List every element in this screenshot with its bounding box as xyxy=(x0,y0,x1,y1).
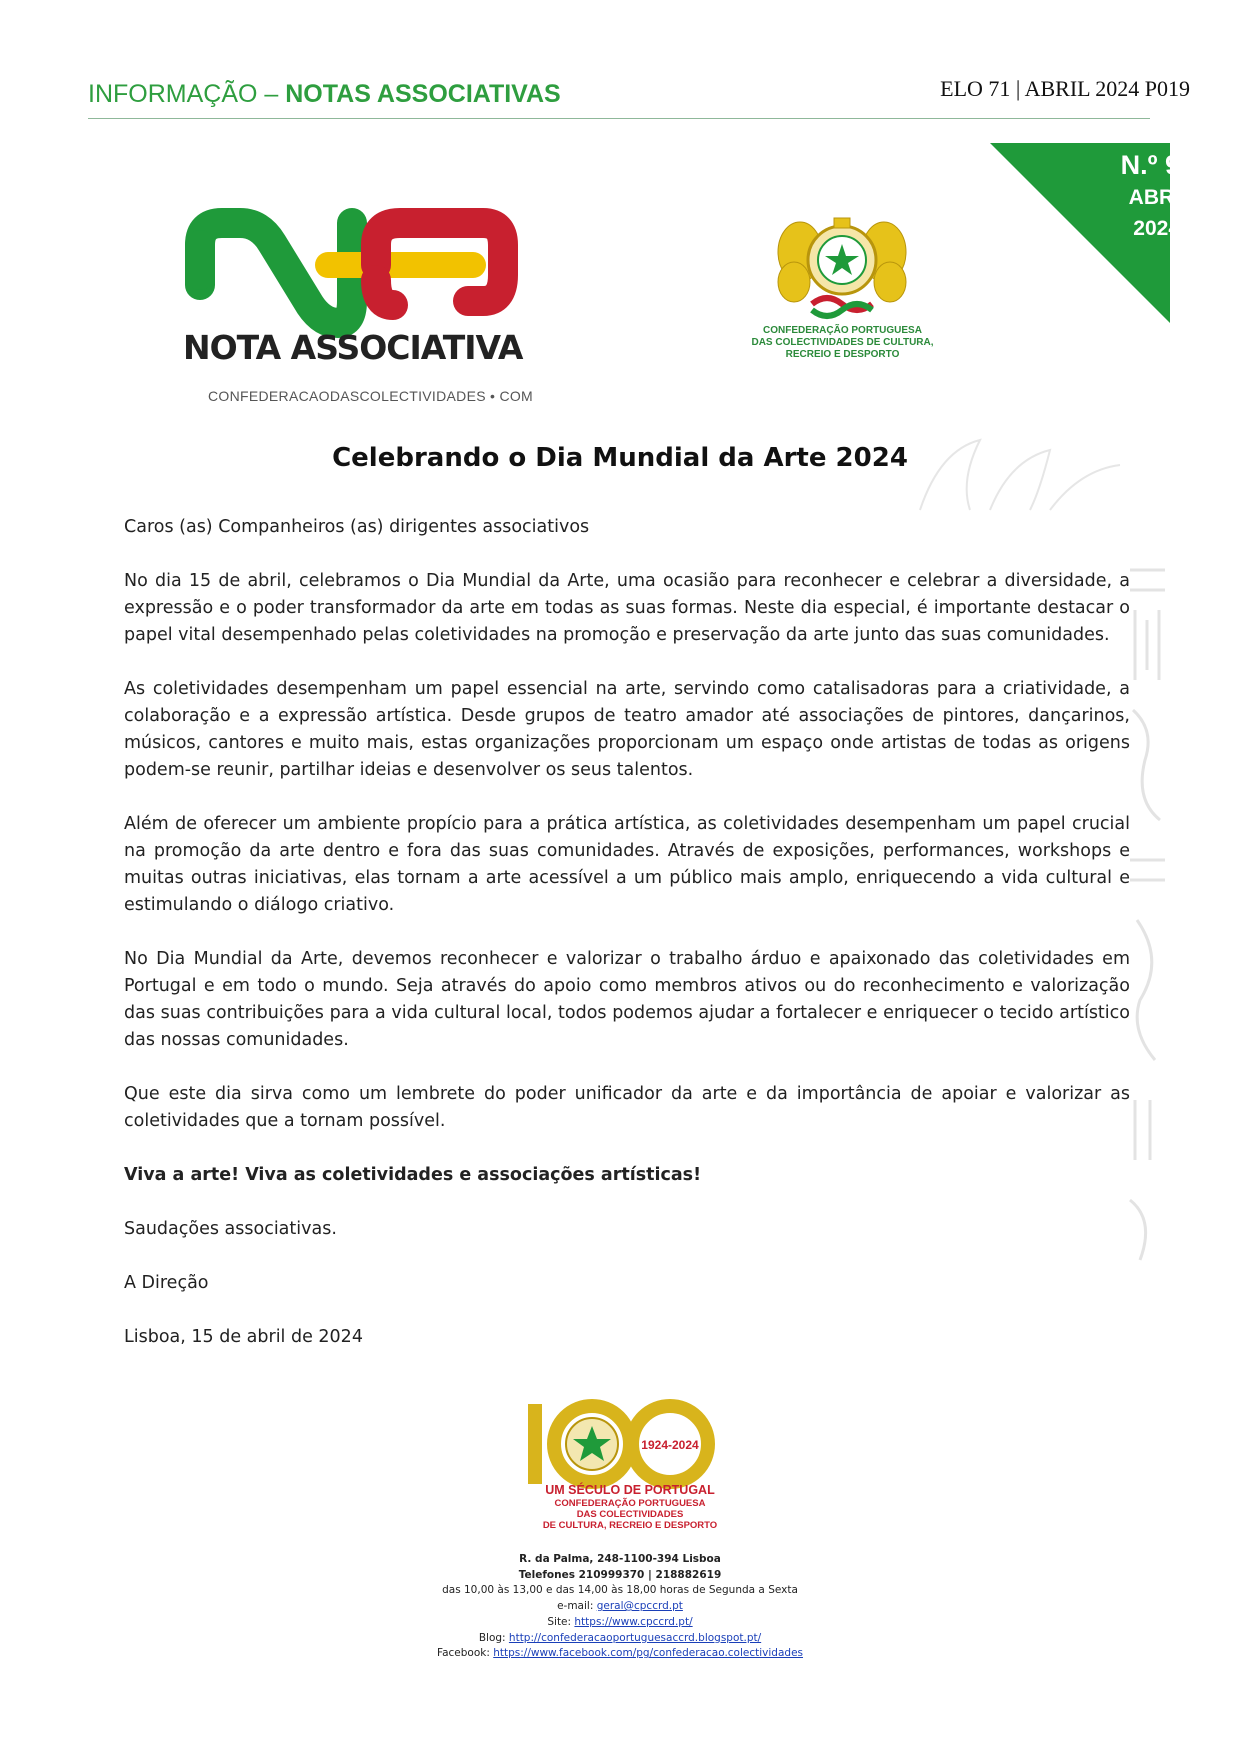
place-date: Lisboa, 15 de abril de 2024 xyxy=(124,1327,363,1347)
email-label: e-mail: xyxy=(557,1600,597,1613)
issue-year: 2024 xyxy=(1133,217,1180,240)
paragraph: No dia 15 de abril, celebramos o Dia Mundial da Arte, uma ocasião para reconhecer e celebrar a diversidade, a expressão e o poder transformador da arte em todas as suas formas. Neste dia especial, é importante destacar o papel vital desempenhado pelas coletividades na promoção e preservação da arte junto das suas comunidades. xyxy=(124,571,1130,645)
centenary-caption xyxy=(540,1483,720,1531)
edition-label: ELO 71 | ABRIL 2024 P019 xyxy=(940,76,1190,101)
section-prefix: INFORMAÇÃO – xyxy=(88,80,286,108)
email-link[interactable]: geral@cpccrd.pt xyxy=(596,1600,683,1613)
section-label xyxy=(88,80,561,109)
article-title: Celebrando o Dia Mundial da Arte 2024 xyxy=(332,443,908,473)
contact-site-row xyxy=(0,1615,1240,1631)
facebook-label: Facebook: xyxy=(437,1647,494,1660)
blog-label: Blog: xyxy=(478,1631,509,1644)
paragraph: No Dia Mundial da Arte, devemos reconhecer e valorizar o trabalho árduo e apaixonado das coletividades em Portugal e em todo o mundo. Seja através do apoio como membros ativos ou do reconhecimento e valorização das suas contribuições para a vida cultural local, todos podemos ajudar a fortalecer e enriquecer o tecido artístico das nossas comunidades. xyxy=(124,949,1130,1050)
crest-caption xyxy=(750,325,935,361)
blog-link[interactable]: http://confederacaoportuguesaccrd.blogspot.pt/ xyxy=(508,1631,762,1644)
centenary-tagline: UM SÉCULO DE PORTUGAL xyxy=(545,1483,715,1497)
issue-number: N.º 9 xyxy=(1120,150,1180,180)
crest-line-3: RECREIO E DESPORTO xyxy=(785,349,900,360)
greeting: Caros (as) Companheiros (as) dirigentes associativos xyxy=(124,517,590,537)
article-body xyxy=(124,514,1130,1378)
centenary-years: 1924-2024 xyxy=(641,1438,699,1452)
site-label: Site: xyxy=(547,1615,575,1628)
issue-badge-text xyxy=(1050,148,1180,244)
decorative-side-watermark xyxy=(1125,560,1170,1280)
salutation: Saudações associativas. xyxy=(124,1219,337,1239)
contact-address: R. da Palma, 248-1100-394 Lisboa xyxy=(519,1553,721,1565)
header-divider xyxy=(88,118,1150,119)
contact-hours: das 10,00 às 13,00 e das 14,00 às 18,00 horas de Segunda a Sexta xyxy=(442,1584,798,1597)
logo-title: NOTA ASSOCIATIVA xyxy=(183,328,523,367)
paragraph: Além de oferecer um ambiente propício para a prática artística, as coletividades desempenham um papel crucial na promoção da arte dentro e fora das suas comunidades. Através de exposições, performances, workshops e muitas outras iniciativas, elas tornam a arte acessível a um público mais amplo, enriquecendo a vida cultural e estimulando o diálogo criativo. xyxy=(124,814,1130,915)
contact-footer xyxy=(0,1552,1240,1662)
centenary-org-line-2: DAS COLECTIVIDADES xyxy=(576,1509,684,1520)
paragraph: Que este dia sirva como um lembrete do poder unificador da arte e da importância de apoiar e valorizar as coletividades que a tornam possível. xyxy=(124,1084,1130,1131)
confederation-crest-icon xyxy=(772,212,912,324)
crest-line-2: DAS COLECTIVIDADES DE CULTURA, xyxy=(751,337,934,348)
contact-phones: Telefones 210999370 | 218882619 xyxy=(518,1568,722,1581)
paragraph: As coletividades desempenham um papel essencial na arte, servindo como catalisadoras para a criatividade, a colaboração e a expressão artística. Desde grupos de teatro amador até associações de pintores, dançarinos, músicos, cantores e muito mais, estas organizações proporcionam um espaço onde artistas de todas as origens podem-se reunir, partilhar ideias e desenvolver os seus talentos. xyxy=(124,679,1130,780)
logo-website: CONFEDERACAODASCOLECTIVIDADES • COM xyxy=(208,388,534,404)
crest-line-1: CONFEDERAÇÃO PORTUGUESA xyxy=(763,325,922,336)
closing-slogan: Viva a arte! Viva as coletividades e associações artísticas! xyxy=(124,1165,702,1185)
contact-blog-row xyxy=(0,1631,1240,1647)
issue-month: ABR. xyxy=(1128,186,1180,209)
contact-email-row xyxy=(0,1599,1240,1615)
centenary-org-line-1: CONFEDERAÇÃO PORTUGUESA xyxy=(554,1498,706,1509)
site-link[interactable]: https://www.cpccrd.pt/ xyxy=(574,1615,693,1628)
contact-facebook-row xyxy=(0,1646,1240,1662)
centenary-org-line-3: DE CULTURA, RECREIO E DESPORTO xyxy=(542,1520,718,1531)
facebook-link[interactable]: https://www.facebook.com/pg/confederacao.colectividades xyxy=(493,1647,803,1660)
signature: A Direção xyxy=(124,1273,209,1293)
section-name: NOTAS ASSOCIATIVAS xyxy=(285,80,561,108)
